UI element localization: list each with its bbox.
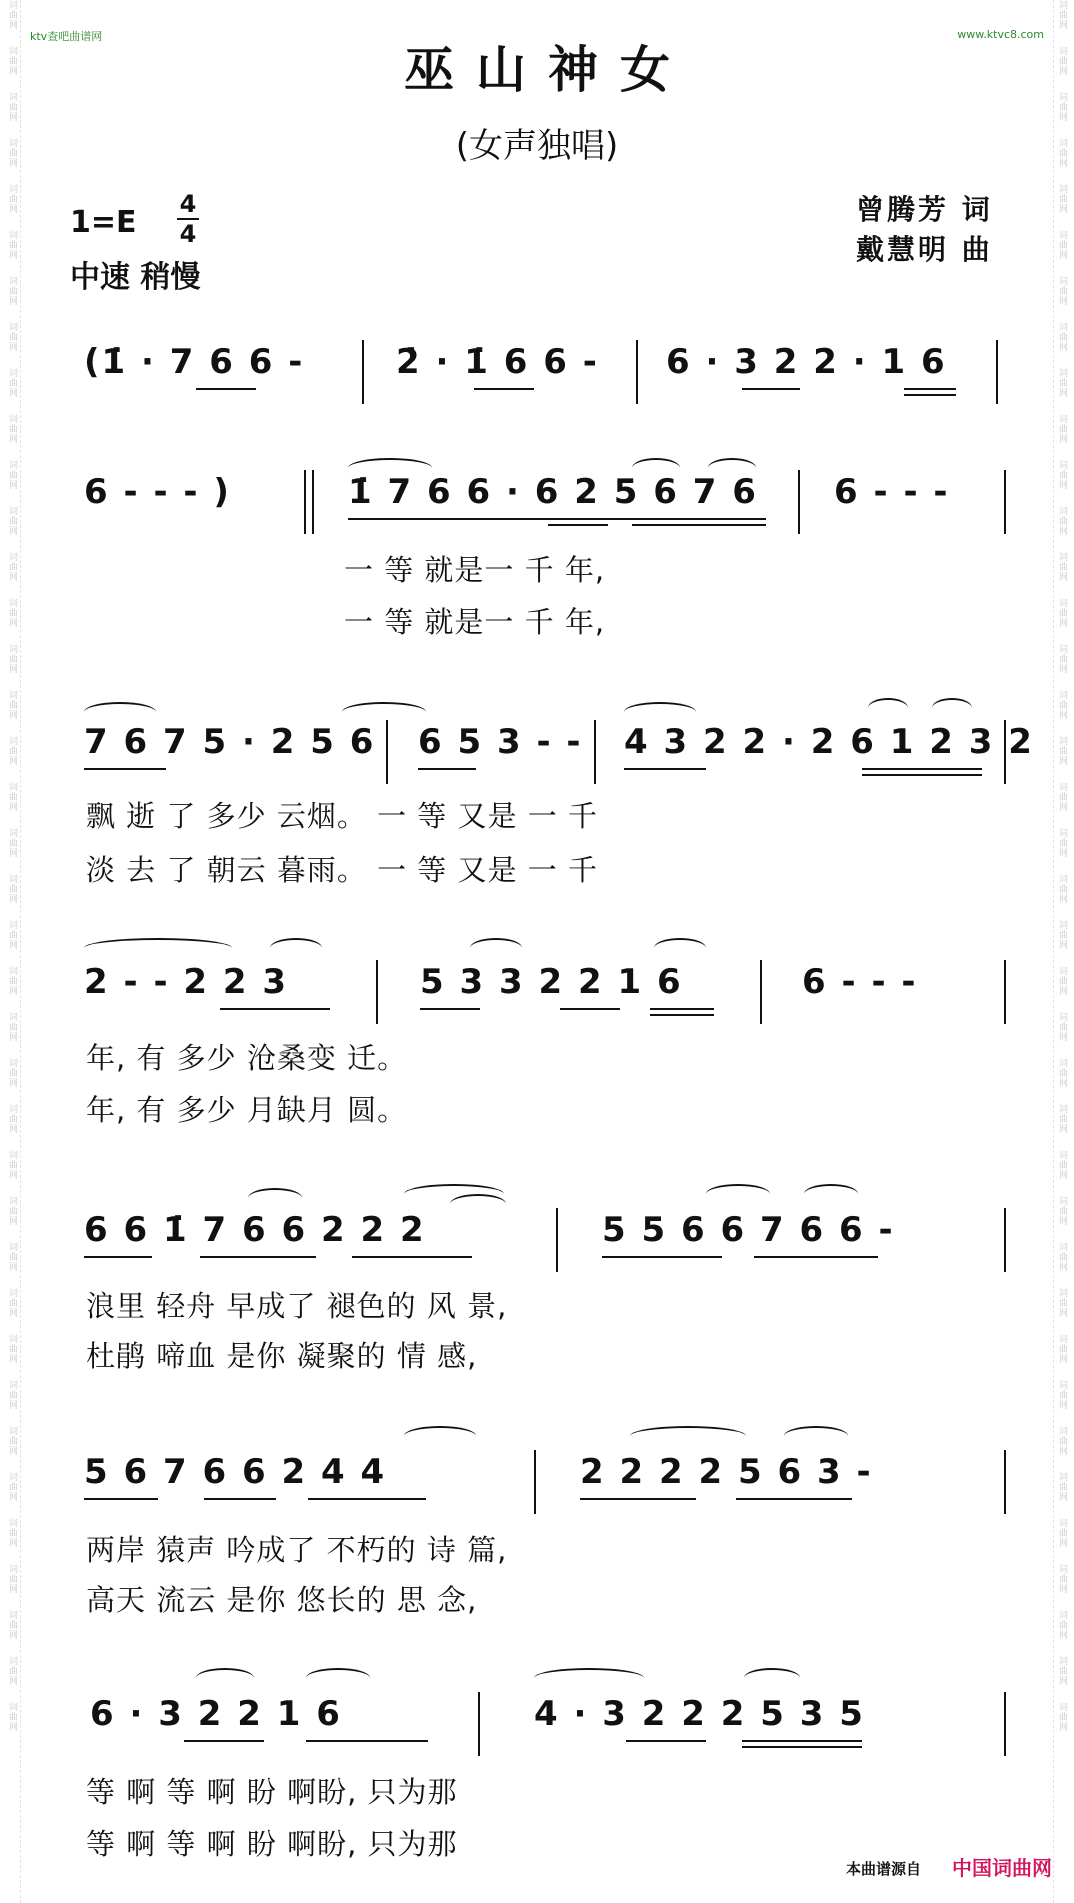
- watermark-text: 词曲网: [1057, 414, 1067, 444]
- slur: [868, 698, 908, 718]
- lyric-line-1: 等 啊 等 啊 盼 啊盼, 只为那: [86, 1775, 458, 1809]
- beam: [220, 1008, 330, 1010]
- measure-2-notes: 2̇ · 1̇ 6 6 -: [396, 342, 599, 382]
- slur: [450, 1194, 506, 1214]
- watermark-text: 词曲网: [7, 1564, 17, 1594]
- beam: [84, 768, 166, 770]
- watermark-text: 词曲网: [1057, 506, 1067, 536]
- barline: [594, 720, 596, 784]
- beam: [602, 1256, 722, 1258]
- barline: [376, 960, 378, 1024]
- watermark-text: 词曲网: [7, 874, 17, 904]
- barline: [362, 340, 364, 404]
- watermark-text: 词曲网: [7, 828, 17, 858]
- watermark-text: 词曲网: [1057, 1472, 1067, 1502]
- watermark-text: 词曲网: [7, 1610, 17, 1640]
- score-system-6: [0, 1442, 1074, 1522]
- watermark-text: 词曲网: [7, 1426, 17, 1456]
- barline: [386, 720, 388, 784]
- watermark-text: 词曲网: [7, 736, 17, 766]
- watermark-text: 词曲网: [1057, 1196, 1067, 1226]
- score-system-1: [0, 332, 1074, 412]
- watermark-text: 词曲网: [1057, 966, 1067, 996]
- watermark-text: 词曲网: [1057, 1242, 1067, 1272]
- beam: [904, 394, 956, 396]
- watermark-text: 词曲网: [1057, 828, 1067, 858]
- beam: [84, 1256, 152, 1258]
- watermark-text: 词曲网: [1057, 736, 1067, 766]
- time-signature: [176, 190, 200, 248]
- lyric-line-1: 一 等 就是一 千 年,: [344, 553, 606, 587]
- watermark-text: 词曲网: [1057, 1334, 1067, 1364]
- watermark-text: 词曲网: [1057, 552, 1067, 582]
- watermark-text: 词曲网: [1057, 0, 1067, 30]
- score-system-4: [0, 952, 1074, 1032]
- barline: [636, 340, 638, 404]
- measure-3-notes: 6 - - -: [834, 472, 950, 512]
- beam: [862, 768, 982, 770]
- watermark-text: 词曲网: [7, 1196, 17, 1226]
- beam: [306, 1740, 428, 1742]
- watermark-text: 词曲网: [7, 322, 17, 352]
- beam: [632, 524, 766, 526]
- measure-1-notes: 5 6 7 6 6 2 4 4: [84, 1452, 387, 1492]
- beam: [736, 1498, 852, 1500]
- measure-1-notes: 6 6 1̇ 7 6 6 2 2 2: [84, 1210, 426, 1250]
- watermark-text: 词曲网: [7, 506, 17, 536]
- source-label: 本曲谱源自: [846, 1860, 922, 1878]
- beam: [626, 1740, 706, 1742]
- time-signature-bottom: 4: [179, 220, 197, 248]
- barline: [1004, 1692, 1006, 1756]
- beam: [204, 1498, 276, 1500]
- slur: [84, 702, 156, 722]
- beam: [308, 1498, 426, 1500]
- watermark-text: 词曲网: [7, 1012, 17, 1042]
- measure-2-notes: 2 2 2 2 5 6 3 -: [580, 1452, 873, 1492]
- watermark-text: 词曲网: [7, 1150, 17, 1180]
- beam: [742, 388, 800, 390]
- slur: [932, 698, 972, 718]
- repeat-barline: [304, 470, 314, 534]
- watermark-text: 词曲网: [7, 1518, 17, 1548]
- lyric-line-2: 淡 去 了 朝云 暮雨。 一 等 又是 一 千: [86, 853, 598, 887]
- watermark-text: 词曲网: [7, 966, 17, 996]
- measure-2-notes: 1̇ 7 6 6 · 6 2 5 6 7 6: [348, 472, 758, 512]
- watermark-text: 词曲网: [1057, 322, 1067, 352]
- watermark-text: 词曲网: [7, 276, 17, 306]
- watermark-text: 词曲网: [7, 644, 17, 674]
- composer-credit: 戴慧明 曲: [856, 233, 993, 266]
- measure-1-notes: 7 6 7 5 · 2 5 6: [84, 722, 376, 762]
- beam: [196, 388, 256, 390]
- site-name-left[interactable]: ktv查吧曲谱网: [30, 30, 103, 43]
- slur: [84, 938, 232, 958]
- watermark-text: 词曲网: [1057, 1564, 1067, 1594]
- measure-1-notes: (1̇ · 7 6 6 -: [84, 342, 305, 382]
- beam: [742, 1746, 862, 1748]
- barline: [1004, 1208, 1006, 1272]
- slur: [248, 1188, 302, 1208]
- watermark-text: 词曲网: [7, 46, 17, 76]
- beam: [418, 768, 476, 770]
- beam: [754, 1256, 878, 1258]
- slur: [706, 1184, 770, 1204]
- score-system-3: [0, 712, 1074, 792]
- watermark-text: 词曲网: [1057, 1104, 1067, 1134]
- slur: [270, 938, 322, 958]
- watermark-text: 词曲网: [1057, 1610, 1067, 1640]
- measure-1-notes: 6 · 3 2 2 1 6: [90, 1694, 342, 1734]
- slur: [196, 1668, 254, 1688]
- barline: [1004, 720, 1006, 784]
- watermark-text: 词曲网: [1057, 644, 1067, 674]
- slur: [784, 1426, 848, 1446]
- beam: [84, 1498, 158, 1500]
- beam: [862, 774, 982, 776]
- measure-2-notes: 6 5 3 - -: [418, 722, 583, 762]
- barline: [996, 340, 998, 404]
- watermark-text: 词曲网: [1057, 1380, 1067, 1410]
- watermark-text: 词曲网: [7, 1104, 17, 1134]
- watermark-text: 词曲网: [7, 598, 17, 628]
- time-signature-top: 4: [179, 190, 197, 218]
- beam: [650, 1014, 714, 1016]
- watermark-text: 词曲网: [7, 1656, 17, 1686]
- slur: [342, 702, 426, 722]
- watermark-text: 词曲网: [7, 1702, 17, 1732]
- beam: [200, 1256, 316, 1258]
- slur: [306, 1668, 370, 1688]
- watermark-text: 词曲网: [1057, 46, 1067, 76]
- lyric-line-2: 等 啊 等 啊 盼 啊盼, 只为那: [86, 1827, 458, 1861]
- measure-1-notes: 6 - - - ): [84, 472, 231, 512]
- watermark-text: 词曲网: [7, 0, 17, 30]
- watermark-text: 词曲网: [7, 1472, 17, 1502]
- watermark-text: 词曲网: [7, 552, 17, 582]
- measure-3-notes: 4 3 2 2 · 2 6 1 2 3 2: [624, 722, 1034, 762]
- key-signature: 1=E: [70, 205, 137, 240]
- beam: [560, 1008, 620, 1010]
- beam: [348, 518, 766, 520]
- watermark-text: 词曲网: [7, 1058, 17, 1088]
- watermark-text: 词曲网: [7, 92, 17, 122]
- lyric-line-2: 杜鹃 啼血 是你 凝聚的 情 感,: [86, 1339, 478, 1373]
- watermark-text: 词曲网: [1057, 1426, 1067, 1456]
- watermark-text: 词曲网: [1057, 598, 1067, 628]
- beam: [352, 1256, 472, 1258]
- watermark-text: 词曲网: [1057, 782, 1067, 812]
- lyric-line-1: 两岸 猿声 吟成了 不朽的 诗 篇,: [86, 1533, 508, 1567]
- watermark-text: 词曲网: [1057, 920, 1067, 950]
- slur: [804, 1184, 858, 1204]
- beam: [474, 388, 534, 390]
- song-title: 巫山神女: [404, 40, 692, 99]
- watermark-text: 词曲网: [7, 920, 17, 950]
- barline: [556, 1208, 558, 1272]
- barline: [534, 1450, 536, 1514]
- watermark-text: 词曲网: [1057, 92, 1067, 122]
- watermark-text: 词曲网: [7, 230, 17, 260]
- watermark-text: 词曲网: [7, 138, 17, 168]
- watermark-text: 词曲网: [7, 782, 17, 812]
- measure-2-notes: 5 5 6 6 7 6 6 -: [602, 1210, 895, 1250]
- watermark-text: 词曲网: [1057, 1012, 1067, 1042]
- measure-3-notes: 6 · 3 2 2 · 1 6: [666, 342, 947, 382]
- beam: [742, 1740, 862, 1742]
- watermark-text: 词曲网: [1057, 1518, 1067, 1548]
- lyric-line-1: 飘 逝 了 多少 云烟。 一 等 又是 一 千: [86, 799, 598, 833]
- watermark-text: 词曲网: [1057, 1288, 1067, 1318]
- barline: [760, 960, 762, 1024]
- watermark-text: 词曲网: [7, 690, 17, 720]
- beam: [184, 1740, 264, 1742]
- watermark-text: 词曲网: [1057, 460, 1067, 490]
- watermark-text: 词曲网: [7, 1380, 17, 1410]
- beam: [904, 388, 956, 390]
- beam: [548, 524, 608, 526]
- site-url-right[interactable]: www.ktvc8.com: [957, 28, 1044, 41]
- watermark-text: 词曲网: [7, 368, 17, 398]
- beam: [650, 1008, 714, 1010]
- watermark-text: 词曲网: [1057, 276, 1067, 306]
- barline: [798, 470, 800, 534]
- beam: [420, 1008, 480, 1010]
- measure-2-notes: 5 3 3 2 2 1 6: [420, 962, 683, 1002]
- score-system-2: [0, 462, 1074, 542]
- lyric-line-1: 浪里 轻舟 早成了 褪色的 风 景,: [86, 1289, 508, 1323]
- watermark-text: 词曲网: [1057, 368, 1067, 398]
- watermark-text: 词曲网: [1057, 1656, 1067, 1686]
- slur: [654, 938, 706, 958]
- watermark-text: 词曲网: [1057, 230, 1067, 260]
- source-brand-link[interactable]: 中国词曲网: [952, 1856, 1052, 1880]
- beam: [624, 768, 706, 770]
- score-system-7: [0, 1684, 1074, 1764]
- watermark-text: 词曲网: [1057, 1702, 1067, 1732]
- lyric-line-2: 一 等 就是一 千 年,: [344, 605, 606, 639]
- beam: [580, 1498, 696, 1500]
- slur: [744, 1668, 800, 1688]
- lyric-line-1: 年, 有 多少 沧桑变 迁。: [86, 1041, 408, 1075]
- slur: [624, 702, 696, 722]
- measure-1-notes: 2 - - 2 2 3: [84, 962, 289, 1002]
- watermark-text: 词曲网: [1057, 690, 1067, 720]
- watermark-text: 词曲网: [1057, 138, 1067, 168]
- watermark-text: 词曲网: [7, 184, 17, 214]
- slur: [404, 1426, 476, 1446]
- watermark-text: 词曲网: [1057, 874, 1067, 904]
- watermark-text: 词曲网: [7, 1242, 17, 1272]
- watermark-text: 词曲网: [7, 1334, 17, 1364]
- watermark-text: 词曲网: [1057, 1058, 1067, 1088]
- tempo-marking: 中速 稍慢: [70, 260, 201, 295]
- slur: [534, 1668, 644, 1688]
- measure-2-notes: 4 · 3 2 2 2 5 3 5: [534, 1694, 865, 1734]
- lyric-line-2: 高天 流云 是你 悠长的 思 念,: [86, 1583, 478, 1617]
- watermark-text: 词曲网: [1057, 184, 1067, 214]
- barline: [478, 1692, 480, 1756]
- watermark-text: 词曲网: [7, 460, 17, 490]
- watermark-text: 词曲网: [1057, 1150, 1067, 1180]
- barline: [1004, 470, 1006, 534]
- watermark-text: 词曲网: [7, 1288, 17, 1318]
- measure-3-notes: 6 - - -: [802, 962, 918, 1002]
- barline: [1004, 960, 1006, 1024]
- lyricist-credit: 曾腾芳 词: [856, 193, 993, 226]
- song-subtitle: (女声独唱): [455, 126, 619, 166]
- watermark-text: 词曲网: [7, 414, 17, 444]
- score-system-5: [0, 1200, 1074, 1280]
- lyric-line-2: 年, 有 多少 月缺月 圆。: [86, 1093, 408, 1127]
- slur: [630, 1426, 746, 1446]
- slur: [470, 938, 522, 958]
- barline: [1004, 1450, 1006, 1514]
